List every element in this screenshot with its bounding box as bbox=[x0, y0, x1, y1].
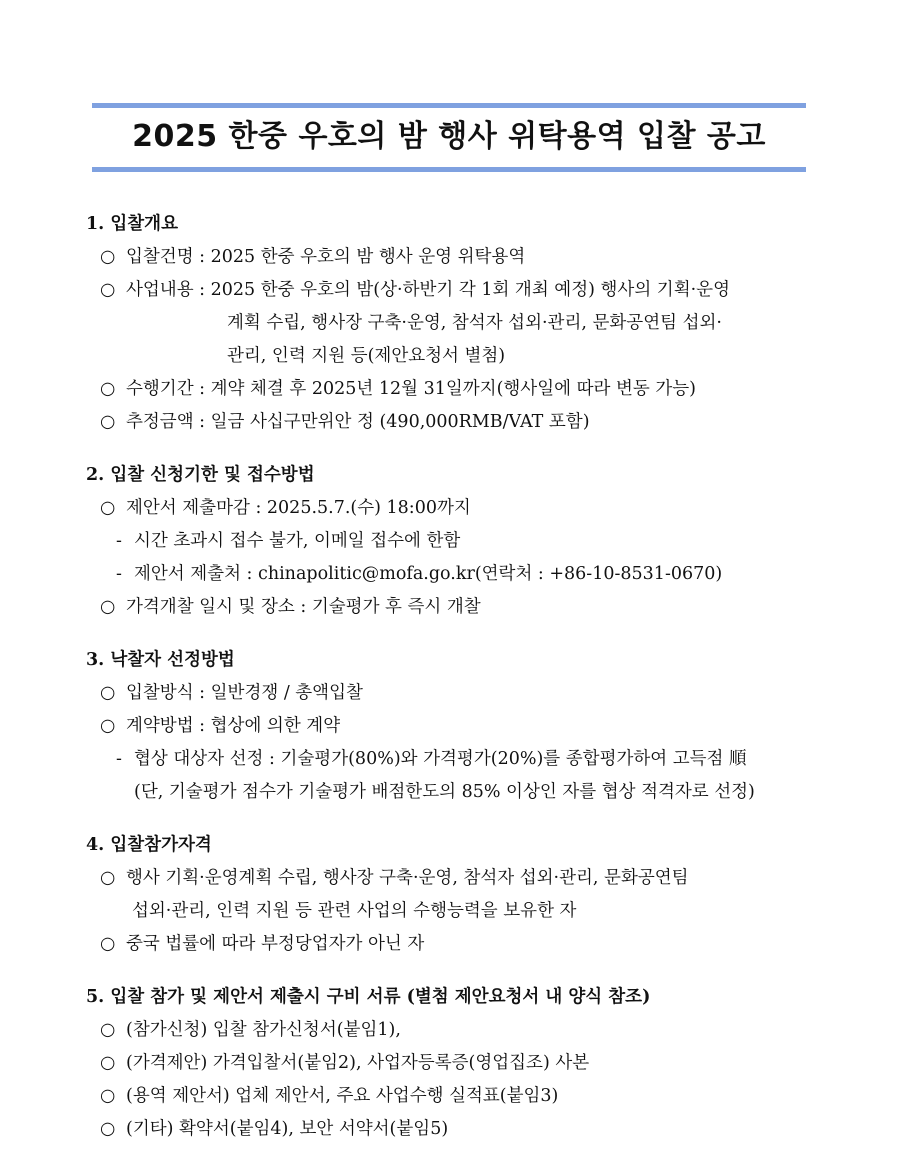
title-box bbox=[92, 103, 806, 173]
title-bottom-rule bbox=[92, 167, 806, 172]
bullet-continuation: 관리, 인력 지원 등(제안요청서 별첨) bbox=[227, 346, 506, 366]
bullet-continuation: 섭외·관리, 인력 지원 등 관련 사업의 수행능력을 보유한 자 bbox=[132, 901, 577, 921]
document-body bbox=[86, 208, 816, 1146]
section-eligibility bbox=[86, 829, 816, 961]
page-title: 2025 한중 우호의 밤 행사 위탁용역 입찰 공고 bbox=[132, 119, 766, 154]
section-heading: 4. 입찰참가자격 bbox=[86, 835, 212, 855]
section-heading: 1. 입찰개요 bbox=[86, 214, 178, 234]
section-deadline bbox=[86, 459, 816, 624]
bullet-item: ○ 계약방법 : 협상에 의한 계약 bbox=[86, 710, 816, 743]
bullet-item: ○ (가격제안) 가격입찰서(붙임2), 사업자등록증(영업집조) 사본 bbox=[86, 1047, 816, 1080]
bullet-item: ○ 입찰건명 : 2025 한중 우호의 밤 행사 운영 위탁용역 bbox=[86, 241, 816, 274]
title-top-rule bbox=[92, 103, 806, 108]
bullet-item: ○ (참가신청) 입찰 참가신청서(붙임1), bbox=[86, 1014, 816, 1047]
section-heading: 5. 입찰 참가 및 제안서 제출시 구비 서류 (별첨 제안요청서 내 양식 참조) bbox=[86, 987, 651, 1007]
bullet-item: ○ 사업내용 : 2025 한중 우호의 밤(상·하반기 각 1회 개최 예정) 행사의 기획·운영 bbox=[86, 274, 816, 307]
dash-item: - 제안서 제출처 : chinapolitic@mofa.go.kr(연락처 : +86-10-8531-0670) bbox=[86, 558, 816, 591]
bullet-item: ○ 제안서 제출마감 : 2025.5.7.(수) 18:00까지 bbox=[86, 492, 816, 525]
section-documents bbox=[86, 981, 816, 1146]
bullet-item: ○ 가격개찰 일시 및 장소 : 기술평가 후 즉시 개찰 bbox=[86, 591, 816, 624]
bullet-item: ○ (용역 제안서) 업체 제안서, 주요 사업수행 실적표(붙임3) bbox=[86, 1080, 816, 1113]
bullet-item: ○ 입찰방식 : 일반경쟁 / 총액입찰 bbox=[86, 677, 816, 710]
section-heading: 3. 낙찰자 선정방법 bbox=[86, 650, 235, 670]
bullet-item: ○ 중국 법률에 따라 부정당업자가 아닌 자 bbox=[86, 928, 816, 961]
dash-continuation: (단, 기술평가 점수가 기술평가 배점한도의 85% 이상인 자를 협상 적격자로 선정) bbox=[134, 782, 755, 802]
dash-item: - 협상 대상자 선정 : 기술평가(80%)와 가격평가(20%)를 종합평가하여 고득점 順 bbox=[86, 743, 816, 776]
bullet-continuation: 계획 수립, 행사장 구축·운영, 참석자 섭외·관리, 문화공연팀 섭외· bbox=[227, 313, 722, 333]
dash-item: - 시간 초과시 접수 불가, 이메일 접수에 한함 bbox=[86, 525, 816, 558]
bullet-item: ○ 추정금액 : 일금 사십구만위안 정 (490,000RMB/VAT 포함) bbox=[86, 406, 816, 439]
section-selection bbox=[86, 644, 816, 809]
bullet-item: ○ (기타) 확약서(붙임4), 보안 서약서(붙임5) bbox=[86, 1113, 816, 1146]
section-overview bbox=[86, 208, 816, 439]
bullet-item: ○ 수행기간 : 계약 체결 후 2025년 12월 31일까지(행사일에 따라 변동 가능) bbox=[86, 373, 816, 406]
bullet-item: ○ 행사 기획·운영계획 수립, 행사장 구축·운영, 참석자 섭외·관리, 문화공연팀 bbox=[86, 862, 816, 895]
section-heading: 2. 입찰 신청기한 및 접수방법 bbox=[86, 465, 315, 485]
